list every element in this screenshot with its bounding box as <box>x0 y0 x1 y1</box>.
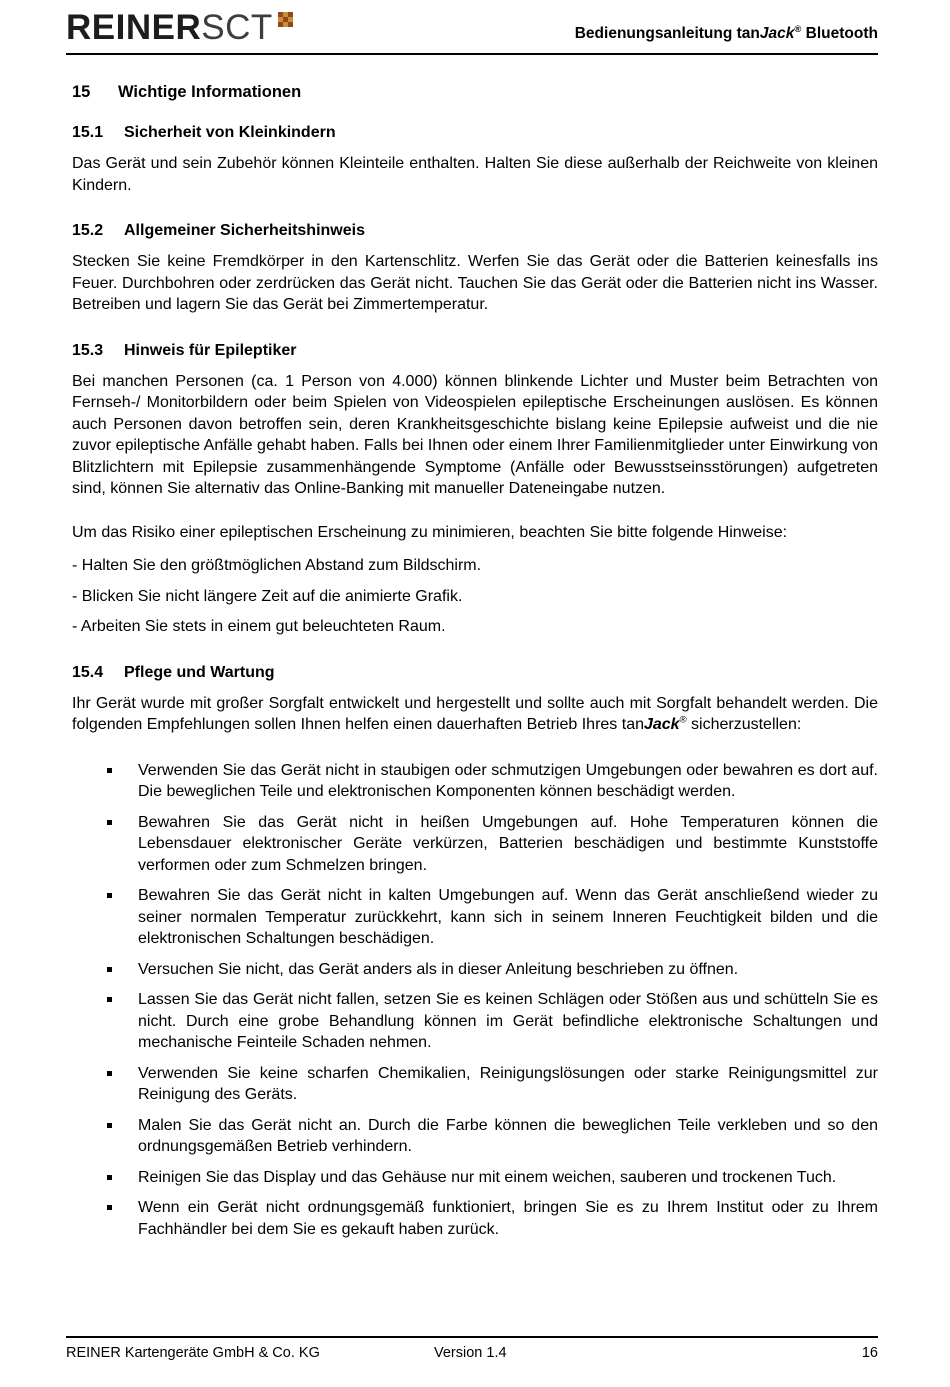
bullet-square-icon <box>107 959 138 981</box>
bullet-item <box>107 989 878 1054</box>
bullet-list <box>72 760 878 1241</box>
logo-text-sct: SCT <box>201 8 273 47</box>
bullet-item <box>107 1197 878 1240</box>
page-header <box>66 10 878 55</box>
document-title-prefix: Bedienungsanleitung tan <box>574 25 760 42</box>
bullet-text: Bewahren Sie das Gerät nicht in kalten Umgebungen auf. Wenn das Gerät anschließend wieder zu seiner normalen Temperatur zurückkehrt, kann sich in seinem Inneren Feuchtigkeit bilden und die elektronischen Schaltungen beschädigen. <box>138 887 878 947</box>
brand-name: Jack <box>643 716 680 733</box>
section-number: 15.3 <box>72 341 104 359</box>
bullet-text: Bewahren Sie das Gerät nicht in heißen Umgebungen auf. Hohe Temperaturen können die Lebensdauer elektronischer Geräte verkürzen, Batterien beschädigen und bestimmte Kunststoffe verformen oder zum Schmelzen bringen. <box>138 813 878 874</box>
section-number: 15.4 <box>72 663 104 681</box>
bullet-text: Versuchen Sie nicht, das Gerät anders als in dieser Anleitung beschrieben zu öffnen. <box>138 960 739 978</box>
bullet-item <box>107 959 878 981</box>
bullet-text: Lassen Sie das Gerät nicht fallen, setzen Sie es keinen Schlägen oder Stößen aus und schütteln Sie es nicht. Durch eine grobe Behandlung können im Gerät befindliche elektronische Schaltungen und mechanische Feinteile Schaden nehmen. <box>138 991 878 1051</box>
bullet-text: Reinigen Sie das Display und das Gehäuse nur mit einem weichen, sauberen und trockenen Tuch. <box>138 1168 837 1186</box>
section-title: Sicherheit von Kleinkindern <box>124 124 336 141</box>
logo-text-reiner: REINER <box>66 8 202 47</box>
bullet-square-icon <box>107 760 138 803</box>
paragraph: Stecken Sie keine Fremdkörper in den Kartenschlitz. Werfen Sie das Gerät oder die Batterien keinesfalls ins Feuer. Durchbohren oder zerdrücken das Gerät nicht. Tauchen Sie das Gerät oder die Batterien nicht ins Wasser. Betreiben und lagern Sie das Gerät bei Zimmertemperatur. <box>72 253 878 313</box>
document-title-suffix: Bluetooth <box>801 25 878 42</box>
reiner-sct-logo <box>66 10 294 45</box>
section-heading-15-1 <box>72 124 878 142</box>
paragraph-text: sicherzustellen: <box>686 716 802 733</box>
document-content <box>66 55 878 1249</box>
dash-item: - Arbeiten Sie stets in einem gut beleuchteten Raum. <box>72 618 446 635</box>
bullet-square-icon <box>107 1197 138 1240</box>
document-title <box>575 25 878 45</box>
bullet-item <box>107 1063 878 1106</box>
registered-trademark: ® <box>679 714 687 726</box>
footer-version: Version 1.4 <box>434 1345 507 1361</box>
section-title: Pflege und Wartung <box>124 663 275 681</box>
section-heading-15-4 <box>72 664 878 682</box>
chapter-number: 15 <box>72 83 91 101</box>
bullet-square-icon <box>107 812 138 877</box>
bullet-text: Wenn ein Gerät nicht ordnungsgemäß funktioniert, bringen Sie es zu Ihrem Institut oder zu Ihrem Fachhändler bei dem Sie es gekauft haben zurück. <box>138 1199 878 1238</box>
chapter-heading <box>72 83 878 102</box>
paragraph <box>72 693 878 736</box>
bullet-text: Verwenden Sie das Gerät nicht in staubigen oder schmutzigen Umgebungen oder bewahren es dort auf. Die beweglichen Teile und elektronischen Komponenten können beschädigt werden. <box>138 761 878 800</box>
bullet-square-icon <box>107 1115 138 1158</box>
section-heading-15-2 <box>72 222 878 240</box>
bullet-item <box>107 760 878 803</box>
paragraph-text: Ihr Gerät wurde mit großer Sorgfalt entwickelt und hergestellt und sollte auch mit Sorgfalt behandelt werden. Die folgenden Empfehlungen sollen Ihnen helfen einen dauerhaften Betrieb Ihres tan <box>72 694 878 733</box>
bullet-item <box>107 812 878 877</box>
bullet-item <box>107 1115 878 1158</box>
bullet-square-icon <box>107 1063 138 1106</box>
bullet-square-icon <box>107 885 138 950</box>
section-title: Allgemeiner Sicherheitshinweis <box>124 222 365 239</box>
footer-company: REINER Kartengeräte GmbH & Co. KG <box>66 1345 320 1361</box>
bullet-item <box>107 885 878 950</box>
bullet-square-icon <box>107 1167 138 1189</box>
chapter-title: Wichtige Informationen <box>118 83 302 101</box>
section-number: 15.2 <box>72 222 104 239</box>
bullet-item <box>107 1167 878 1189</box>
bullet-text: Verwenden Sie keine scharfen Chemikalien, Reinigungslösungen oder starke Reinigungsmittel zur Reinigung des Geräts. <box>138 1064 878 1103</box>
dash-item: - Halten Sie den größtmöglichen Abstand zum Bildschirm. <box>72 557 482 574</box>
registered-trademark: ® <box>794 23 802 35</box>
pixel-cube-icon <box>278 12 294 28</box>
bullet-text: Malen Sie das Gerät nicht an. Durch die Farbe können die beweglichen Teile verkleben und so den ordnungsgemäßen Betrieb verhindern. <box>138 1116 878 1155</box>
paragraph: Das Gerät und sein Zubehör können Kleinteile enthalten. Halten Sie diese außerhalb der Reichweite von kleinen Kindern. <box>72 155 878 194</box>
paragraph: Bei manchen Personen (ca. 1 Person von 4.000) können blinkende Lichter und Muster beim Betrachten von Fernseh-/ Monitorbildern oder beim Spielen von Videospielen epileptische Erscheinungen auslösen. Es können auch Personen davon betroffen sein, deren Krankheitsgeschichte bislang keine Epilepsie aufweist und die nie zuvor epileptische Anfälle gehabt haben. Falls bei Ihnen oder einem Ihrer Familienmitglieder unter Einwirkung von Blitzlichtern mit Epilepsie zusammenhängende Symptome (Anfälle oder Bewusstseinsstörungen) aufgetreten sind, können Sie alternativ das Online-Banking mit manueller Dateneingabe nutzen. <box>72 372 878 497</box>
section-heading-15-3 <box>72 342 878 360</box>
dash-item: - Blicken Sie nicht längere Zeit auf die animierte Grafik. <box>72 587 463 605</box>
page-footer <box>66 1336 878 1361</box>
footer-page-number: 16 <box>861 1345 878 1361</box>
brand-name: Jack <box>759 25 795 42</box>
section-number: 15.1 <box>72 124 104 141</box>
bullet-square-icon <box>107 989 138 1054</box>
paragraph: Um das Risiko einer epileptischen Erscheinung zu minimieren, beachten Sie bitte folgende Hinweise: <box>72 523 788 541</box>
section-title: Hinweis für Epileptiker <box>124 341 297 359</box>
